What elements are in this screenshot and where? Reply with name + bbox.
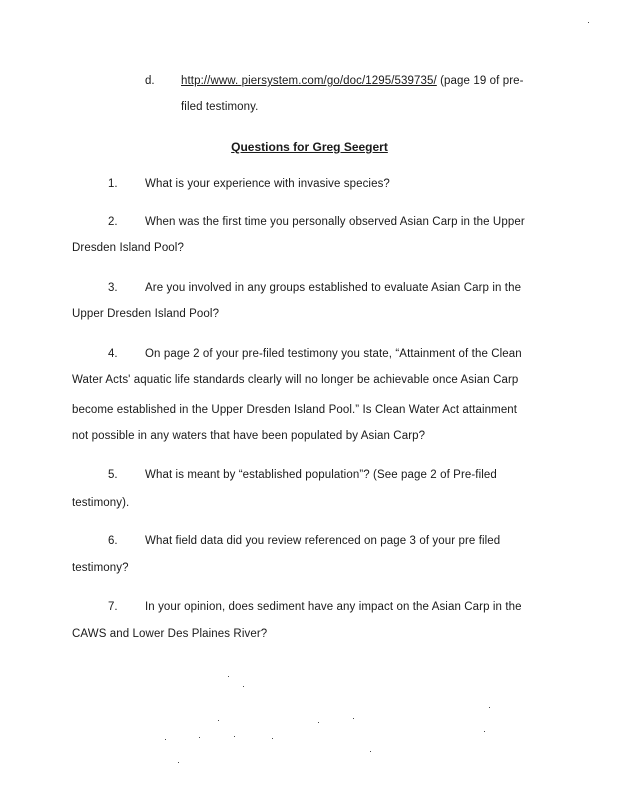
section-heading: Questions for Greg Seegert (231, 140, 388, 154)
scan-speck (228, 676, 229, 677)
question-5-number: 5. (108, 469, 118, 481)
scan-speck (588, 22, 589, 23)
question-1-line-1: What is your experience with invasive species? (145, 178, 390, 190)
question-5-line-1: What is meant by “established population”? (See page 2 of Pre-filed (145, 469, 497, 481)
scan-speck (353, 718, 354, 719)
scan-speck (370, 751, 371, 752)
question-3-line-2: Upper Dresden Island Pool? (72, 308, 220, 320)
question-4-line-2: Water Acts' aquatic life standards clearly will no longer be achievable once Asian Carp (72, 374, 519, 386)
scan-speck (243, 686, 244, 687)
scan-speck (178, 762, 179, 763)
question-7-number: 7. (108, 601, 118, 613)
scan-speck (318, 722, 319, 723)
testimony-link[interactable]: http://www. piersystem.com/go/doc/1295/539735/ (181, 75, 437, 87)
question-4-line-3: become established in the Upper Dresden Island Pool.” Is Clean Water Act attainment (72, 404, 518, 416)
question-6-number: 6. (108, 535, 118, 547)
ref-item-line-2: filed testimony. (181, 101, 259, 113)
scan-speck (489, 707, 490, 708)
question-5-line-2: testimony). (72, 497, 130, 509)
question-1-number: 1. (108, 178, 118, 190)
question-4-line-4: not possible in any waters that have been populated by Asian Carp? (72, 430, 426, 442)
ref-item-page-note: (page 19 of pre- (436, 75, 524, 87)
scan-speck (199, 737, 200, 738)
question-7-line-1: In your opinion, does sediment have any impact on the Asian Carp in the (145, 601, 522, 613)
question-3-line-1: Are you involved in any groups established to evaluate Asian Carp in the (145, 282, 522, 294)
question-6-line-2: testimony? (72, 562, 129, 574)
ref-item-line-1 (181, 75, 524, 87)
question-7-line-2: CAWS and Lower Des Plaines River? (72, 628, 268, 640)
question-4-line-1: On page 2 of your pre-filed testimony you state, “Attainment of the Clean (145, 348, 522, 360)
question-3-number: 3. (108, 282, 118, 294)
scan-speck (218, 720, 219, 721)
scan-speck (272, 738, 273, 739)
scan-speck (234, 736, 235, 737)
question-2-number: 2. (108, 216, 118, 228)
question-2-line-2: Dresden Island Pool? (72, 242, 184, 254)
scan-speck (484, 731, 485, 732)
scan-speck (165, 739, 166, 740)
question-4-number: 4. (108, 348, 118, 360)
question-2-line-1: When was the first time you personally observed Asian Carp in the Upper (145, 216, 525, 228)
ref-item-label: d. (145, 75, 155, 87)
question-6-line-1: What field data did you review referenced on page 3 of your pre filed (145, 535, 501, 547)
